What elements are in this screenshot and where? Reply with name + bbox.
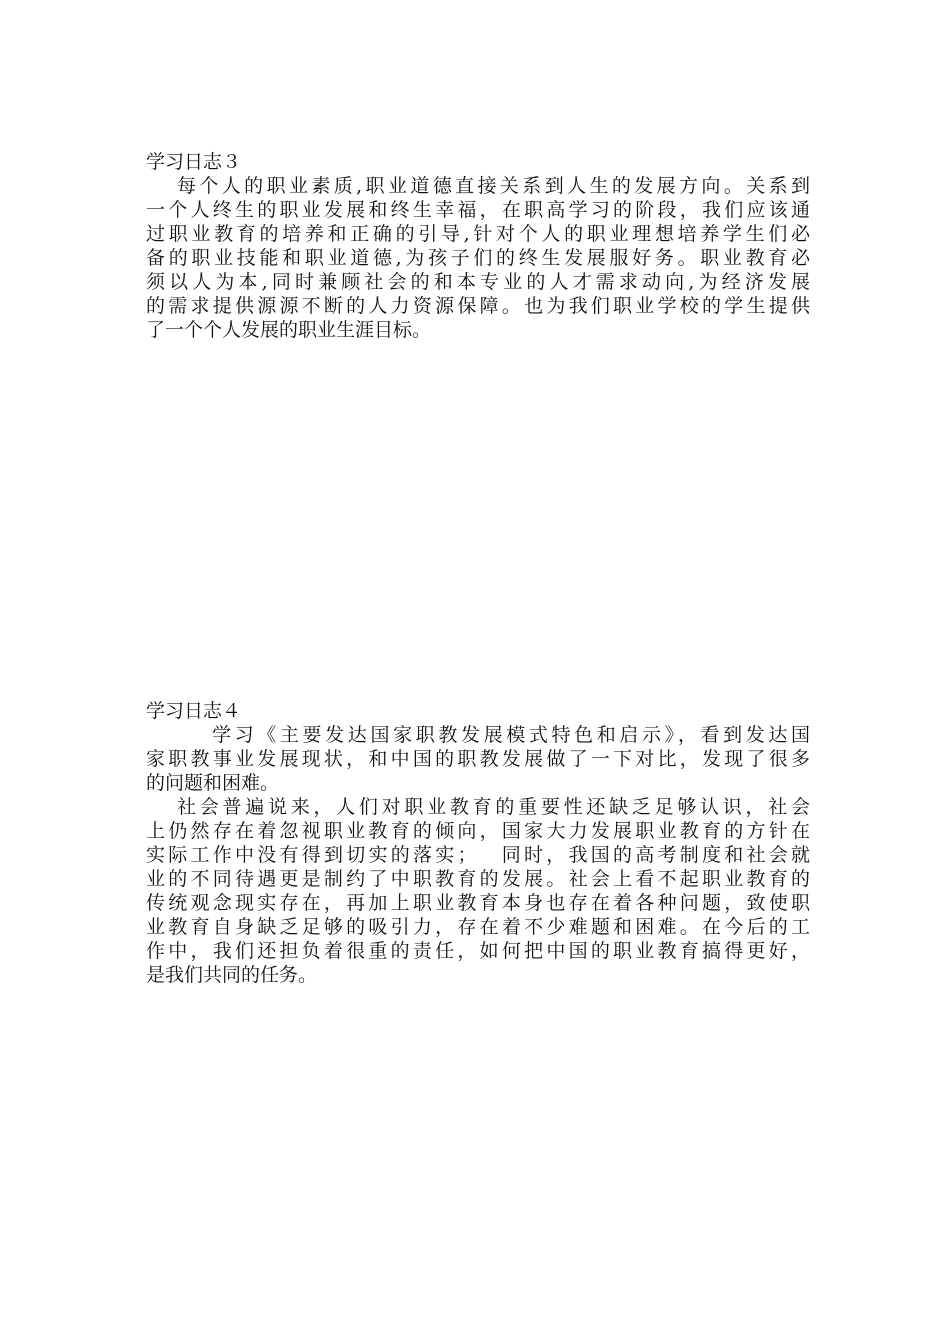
text-line: 上仍然存在着忽视职业教育的倾向，国家大力发展职业教育的方针在 (146, 820, 810, 842)
log-title: 学习日志３ (146, 151, 242, 173)
text-line: 一个人终生的职业发展和终生幸福，在职高学习的阶段，我们应该通 (146, 199, 810, 221)
text-line: 的问题和困难。 (146, 772, 280, 794)
log-title: 学习日志４ (146, 700, 242, 722)
text-line: 备的职业技能和职业道德,为孩子们的终生发展服好务。职业教育必 (146, 247, 810, 269)
text-line: 了一个个人发展的职业生涯目标。 (146, 319, 432, 341)
study-log-4 (146, 699, 810, 987)
text-line: 实际工作中没有得到切实的落实； 同时，我国的高考制度和社会就 (146, 844, 810, 866)
study-log-3 (146, 150, 810, 342)
text-line: 每个人的职业素质,职业道德直接关系到人生的发展方向。关系到 (177, 175, 810, 197)
text-line: 家职教事业发展现状，和中国的职教发展做了一下对比，发现了很多 (146, 748, 810, 770)
text-line: 学习《主要发达国家职教发展模式特色和启示》，看到发达国 (212, 724, 810, 746)
text-line: 的需求提供源源不断的人力资源保障。也为我们职业学校的学生提供 (146, 295, 810, 317)
text-line: 传统观念现实存在，再加上职业教育本身也存在着各种问题，致使职 (146, 892, 810, 914)
text-line: 业教育自身缺乏足够的吸引力，存在着不少难题和困难。在今后的工 (146, 916, 810, 938)
text-line: 过职业教育的培养和正确的引导,针对个人的职业理想培养学生们必 (146, 223, 810, 245)
text-line: 业的不同待遇更是制约了中职教育的发展。社会上看不起职业教育的 (146, 868, 810, 890)
text-line: 作中，我们还担负着很重的责任，如何把中国的职业教育搞得更好， (146, 940, 810, 962)
text-line: 须以人为本,同时兼顾社会的和本专业的人才需求动向,为经济发展 (146, 271, 810, 293)
text-line: 是我们共同的任务。 (146, 964, 318, 986)
text-line: 社会普遍说来，人们对职业教育的重要性还缺乏足够认识，社会 (177, 796, 810, 818)
